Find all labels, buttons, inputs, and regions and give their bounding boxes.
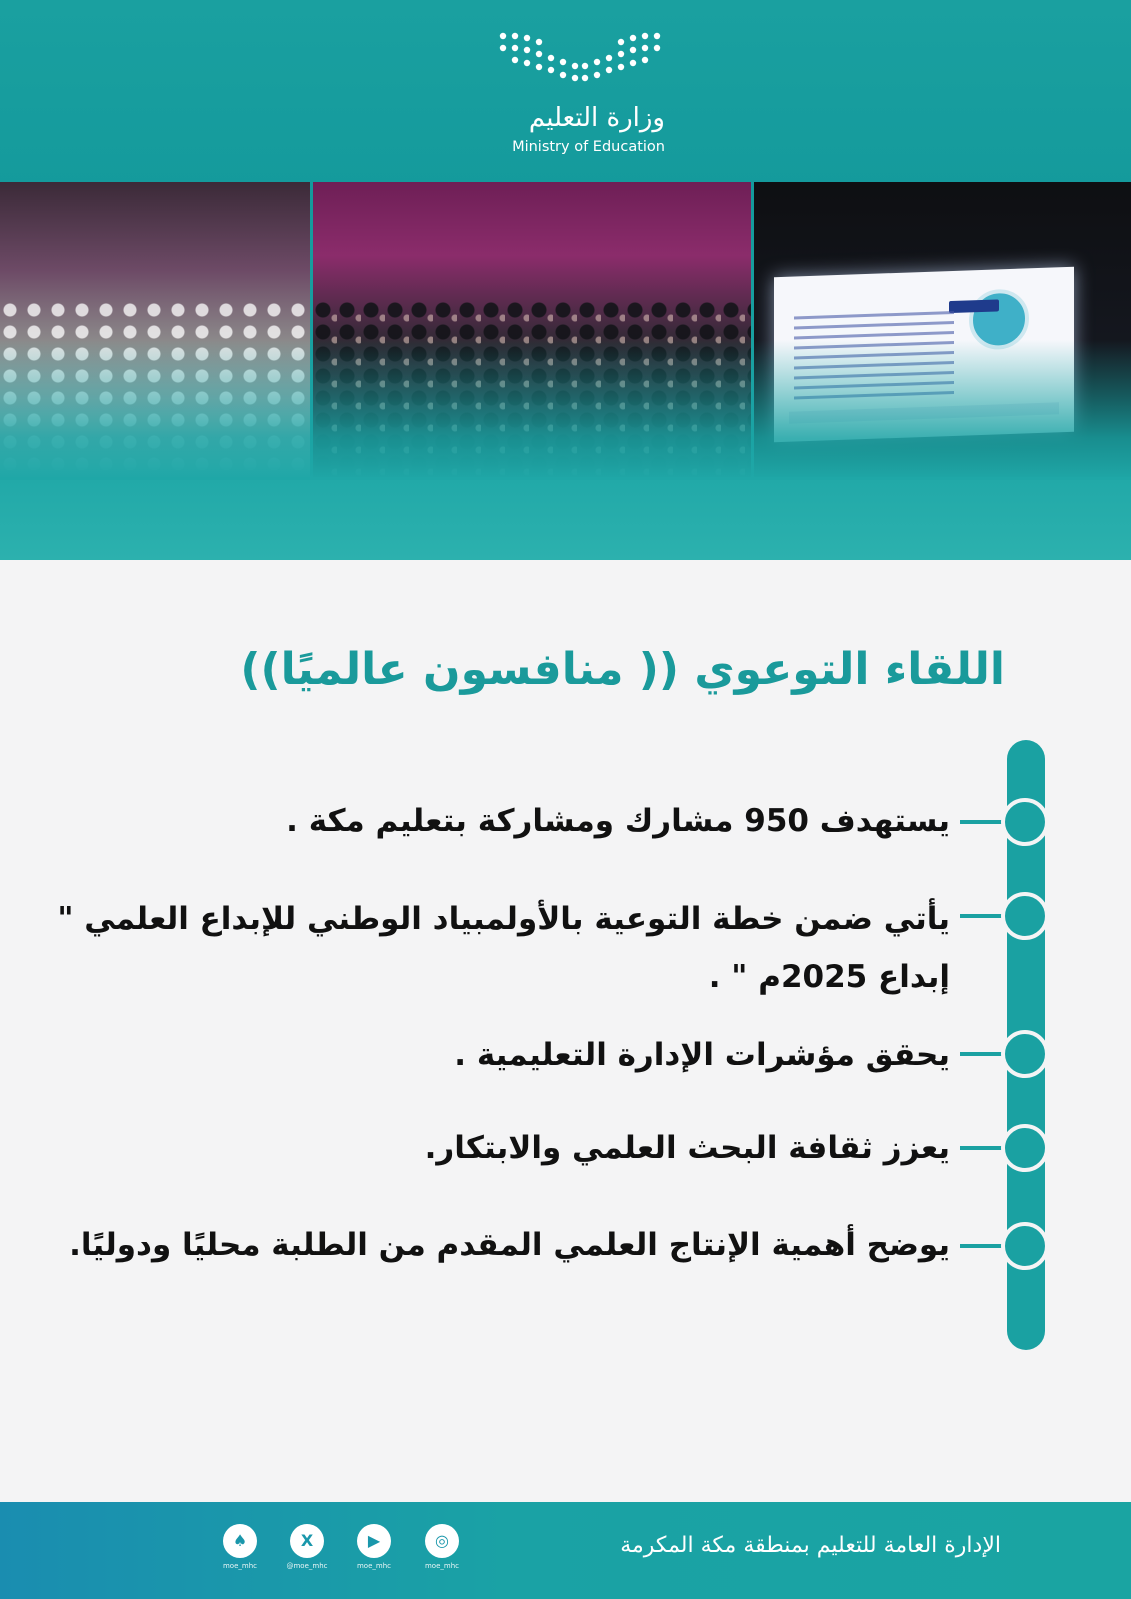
social-handle: moe_mhc <box>424 1562 459 1570</box>
timeline-connector <box>960 1244 1004 1248</box>
timeline-node <box>1001 1222 1049 1270</box>
youtube-link[interactable] <box>352 1524 396 1571</box>
photo-fade-overlay <box>0 340 1131 480</box>
list-item: يوضح أهمية الإنتاج العلمي المقدم من الطلبة محليًا ودوليًا. <box>69 1227 950 1263</box>
social-handle: @moe_mhc <box>286 1562 328 1570</box>
ministry-name-arabic: وزارة التعليم <box>528 103 665 133</box>
ministry-logo <box>0 0 1131 175</box>
timeline-connector <box>960 820 1004 824</box>
youtube-icon: ▶ <box>357 1524 391 1558</box>
list-item: يعزز ثقافة البحث العلمي والابتكار. <box>424 1130 950 1166</box>
social-handle: moe_mhc <box>356 1562 391 1570</box>
x-icon: X <box>290 1524 324 1558</box>
timeline-node <box>1001 892 1049 940</box>
timeline-node <box>1001 1030 1049 1078</box>
list-item: يحقق مؤشرات الإدارة التعليمية . <box>454 1037 950 1073</box>
instagram-link[interactable] <box>420 1524 464 1571</box>
snapchat-icon: ♠ <box>223 1524 257 1558</box>
ministry-name-english: Ministry of Education <box>512 139 665 155</box>
footer-bar <box>0 1502 1131 1599</box>
organization-name: الإدارة العامة للتعليم بمنطقة مكة المكرمة <box>620 1533 1001 1558</box>
timeline-connector <box>960 1052 1004 1056</box>
instagram-icon: ◎ <box>425 1524 459 1558</box>
timeline-connector <box>960 914 1004 918</box>
list-item: يستهدف 950 مشارك ومشاركة بتعليم مكة . <box>286 803 950 839</box>
page-title: اللقاء التوعوي (( منافسون عالميًا)) <box>240 644 1005 695</box>
social-handle: moe_mhc <box>222 1562 257 1570</box>
timeline-connector <box>960 1146 1004 1150</box>
timeline-node <box>1001 798 1049 846</box>
x-link[interactable] <box>285 1524 329 1571</box>
dot-wave-logo-icon <box>495 30 665 90</box>
timeline-node <box>1001 1124 1049 1172</box>
snapchat-link[interactable] <box>218 1524 262 1571</box>
list-item: يأتي ضمن خطة التوعية بالأولمبياد الوطني للإبداع العلمي " إبداع 2025م " . <box>57 901 950 995</box>
screen-heading <box>949 299 999 313</box>
